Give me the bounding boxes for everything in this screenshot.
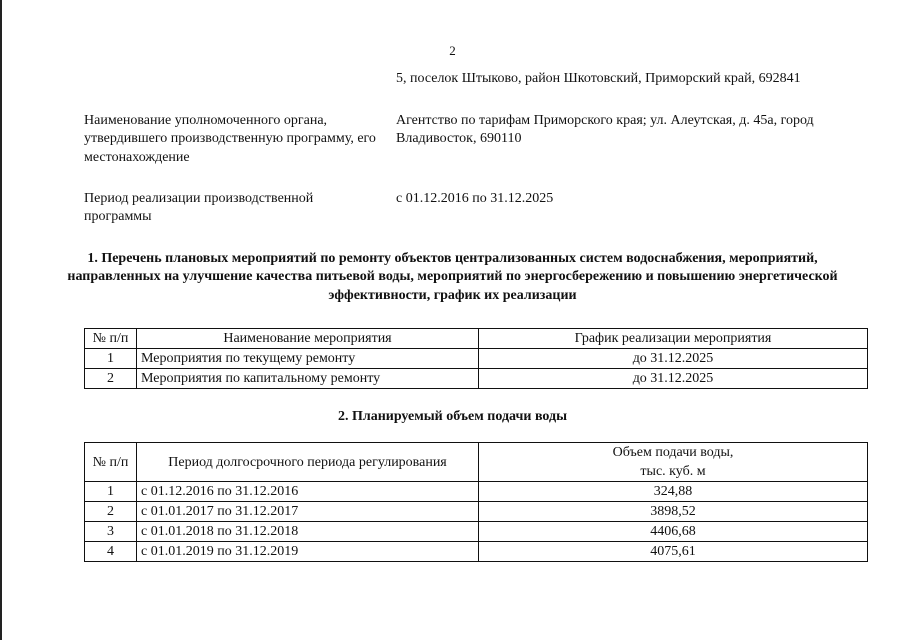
period-cell: с 01.12.2016 по 31.12.2016 — [137, 482, 479, 502]
activity-name: Мероприятия по капитальному ремонту — [137, 369, 479, 389]
table-row — [85, 349, 868, 369]
table-header-row — [85, 329, 868, 349]
row-number: 3 — [85, 522, 137, 542]
table-row — [85, 542, 868, 562]
header-cell: Период долгосрочного периода регулирования — [137, 443, 479, 482]
header-cell: График реализации мероприятия — [479, 329, 868, 349]
volume-cell: 324,88 — [479, 482, 868, 502]
volume-cell: 4075,61 — [479, 542, 868, 562]
page-number: 2 — [449, 43, 456, 58]
volume-header-line1: Объем подачи воды, — [612, 445, 734, 460]
period-value: с 01.12.2016 по 31.12.2025 — [396, 191, 554, 206]
table-row — [85, 482, 868, 502]
table-row — [85, 522, 868, 542]
row-number: 2 — [85, 502, 137, 522]
row-number: 2 — [85, 369, 137, 389]
section2-title: 2. Планируемый объем подачи воды — [337, 409, 568, 424]
section1-title: 1. Перечень плановых мероприятий по ремонту объектов централизованных систем водоснабжения, мероприятий, направленных на улучшение качества питьевой воды, мероприятий по энергосбережению и повышению энергетической эффективности, график их реализации — [67, 251, 838, 303]
section1-table — [84, 328, 868, 389]
period-cell: с 01.01.2019 по 31.12.2019 — [137, 542, 479, 562]
volume-cell: 3898,52 — [479, 502, 868, 522]
authority-label: Наименование уполномоченного органа, утвердившего производственную программу, его местонахождение — [84, 113, 376, 165]
header-cell-volume — [479, 443, 868, 482]
activity-deadline: до 31.12.2025 — [479, 369, 868, 389]
header-cell: № п/п — [85, 329, 137, 349]
volume-header-line2: тыс. куб. м — [640, 464, 706, 479]
header-cell: № п/п — [85, 443, 137, 482]
activity-deadline: до 31.12.2025 — [479, 349, 868, 369]
period-cell: с 01.01.2018 по 31.12.2018 — [137, 522, 479, 542]
period-cell: с 01.01.2017 по 31.12.2017 — [137, 502, 479, 522]
address-line: 5, поселок Штыково, район Шкотовский, Приморский край, 692841 — [396, 71, 801, 86]
table-row — [85, 369, 868, 389]
period-label: Период реализации производственной программы — [84, 191, 314, 225]
scan-edge-line — [0, 0, 2, 640]
row-number: 4 — [85, 542, 137, 562]
authority-value: Агентство по тарифам Приморского края; ул. Алеутская, д. 45а, город Владивосток, 690110 — [396, 113, 814, 147]
activity-name: Мероприятия по текущему ремонту — [137, 349, 479, 369]
section2-table — [84, 442, 868, 562]
volume-cell: 4406,68 — [479, 522, 868, 542]
header-cell: Наименование мероприятия — [137, 329, 479, 349]
table-row — [85, 502, 868, 522]
row-number: 1 — [85, 482, 137, 502]
table-header-row — [85, 443, 868, 482]
row-number: 1 — [85, 349, 137, 369]
